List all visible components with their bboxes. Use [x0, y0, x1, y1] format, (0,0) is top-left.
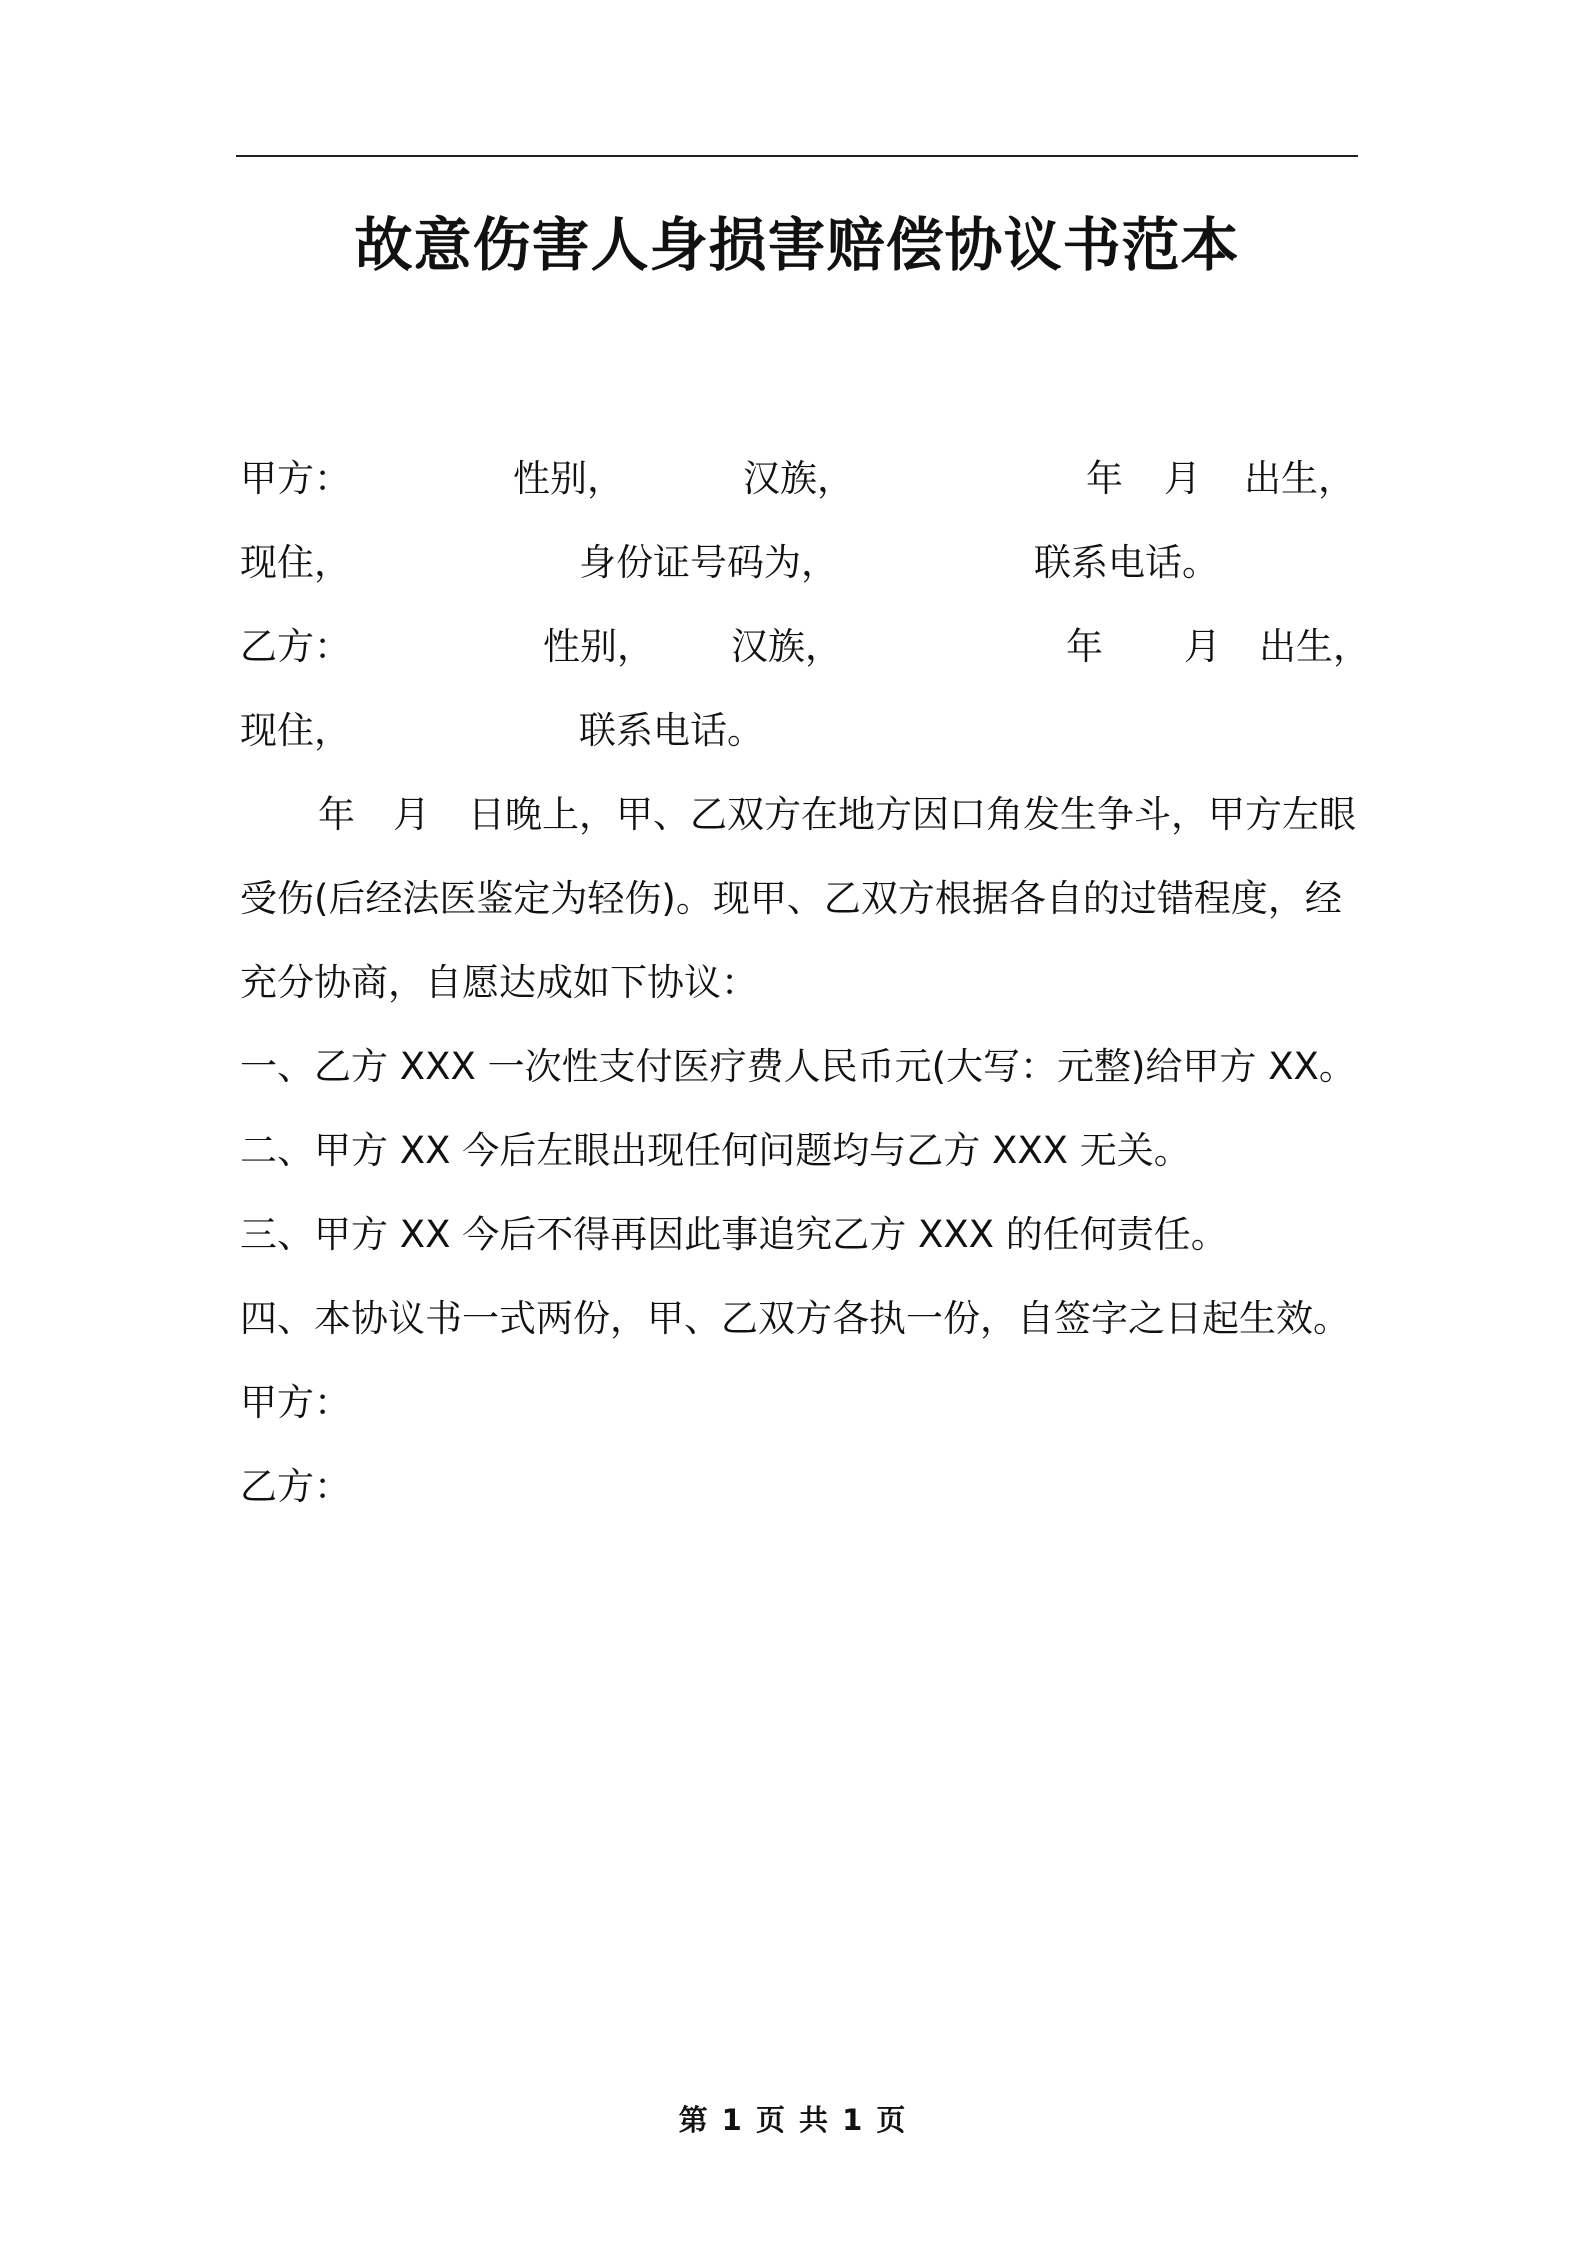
party-b-address: 现住，: [240, 709, 351, 752]
party-b-line-1: [240, 619, 1370, 675]
party-b-phone: 联系电话。: [579, 709, 764, 752]
clause-3: 三、甲方 XX 今后不得再因此事追究乙方 XXX 的任何责任。: [240, 1213, 1228, 1256]
party-b-ethnicity: 汉族，: [731, 625, 842, 668]
party-a-birth: 出生，: [1244, 457, 1355, 500]
party-a-line-2: [240, 535, 1360, 591]
party-a-month: 月: [1164, 457, 1201, 500]
party-a-gender: 性别，: [513, 457, 624, 500]
party-b-month: 月: [1184, 625, 1221, 668]
party-a-id-number: 身份证号码为，: [579, 541, 838, 584]
signature-party-a: 甲方：: [240, 1381, 351, 1424]
intro-line-3: 充分协商，自愿达成如下协议：: [240, 961, 758, 1004]
party-b-birth: 出生，: [1259, 625, 1370, 668]
intro-year: 年: [318, 793, 355, 836]
party-b-line-2: [240, 703, 1360, 759]
intro-line-2: 受伤(后经法医鉴定为轻伤)。现甲、乙双方根据各自的过错程度，经: [240, 877, 1342, 920]
page-footer: 第 1 页 共 1 页: [678, 2103, 908, 2137]
document-title: 故意伤害人身损害赔偿协议书范本: [354, 211, 1240, 279]
party-b-year: 年: [1066, 625, 1103, 668]
intro-month: 月: [393, 793, 430, 836]
clause-2: 二、甲方 XX 今后左眼出现任何问题均与乙方 XXX 无关。: [240, 1129, 1191, 1172]
intro-line-1: [240, 787, 1360, 843]
party-a-year: 年: [1086, 457, 1123, 500]
party-b-gender: 性别，: [543, 625, 654, 668]
party-a-label: 甲方：: [240, 457, 351, 500]
party-a-line-1: [240, 451, 1360, 507]
header-rule: [236, 155, 1358, 157]
party-b-label: 乙方：: [240, 625, 351, 668]
signature-party-b: 乙方：: [240, 1465, 351, 1508]
clause-4: 四、本协议书一式两份，甲、乙双方各执一份，自签字之日起生效。: [240, 1297, 1350, 1340]
party-a-ethnicity: 汉族，: [743, 457, 854, 500]
party-a-address: 现住，: [240, 541, 351, 584]
intro-line-1-text: 日晚上，甲、乙双方在地方因口角发生争斗，甲方左眼: [468, 793, 1356, 836]
party-a-phone: 联系电话。: [1034, 541, 1219, 584]
clause-1: 一、乙方 XXX 一次性支付医疗费人民币元(大写：元整)给甲方 XX。: [240, 1045, 1356, 1088]
